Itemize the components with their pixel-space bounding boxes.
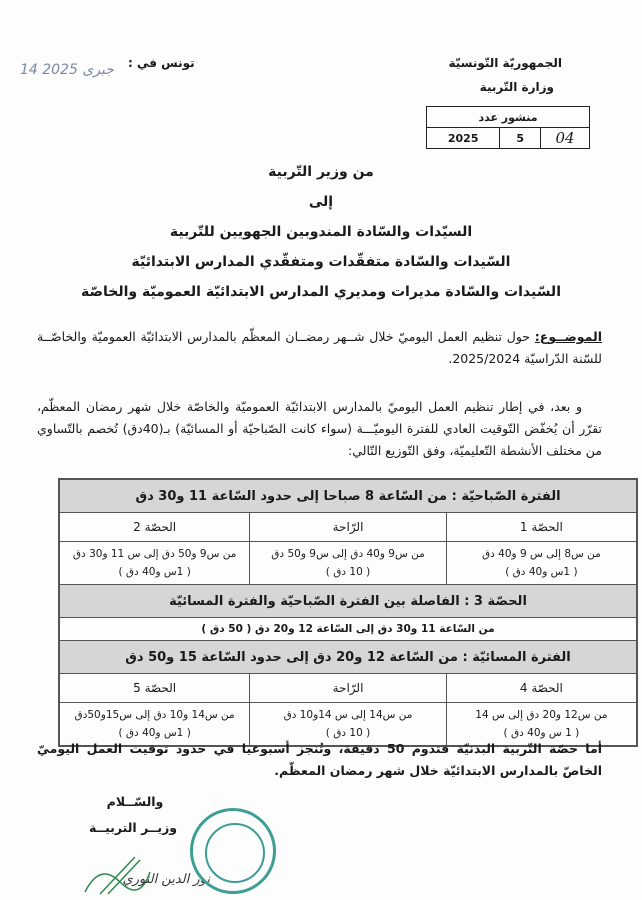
slot-time: من س8 إلى س 9 و40 دق (481, 548, 601, 560)
circular-number-box (426, 106, 590, 149)
morning-col-title: الحصّة 2 (59, 513, 250, 542)
slot-time: من س9 و40 دق إلى س9 و50 دق (271, 548, 425, 560)
sender: من وزير التّربية (268, 164, 374, 180)
slot-duration: ( 1س و40 دق ) (505, 566, 578, 578)
morning-col-title: الرّاحة (250, 513, 447, 542)
subject-label: الموضــوع: (534, 329, 602, 344)
slot-duration: ( 1س و40 دق ) (118, 566, 191, 578)
slot-time: من س14 إلى س 14و10 دق (283, 709, 413, 721)
to-label: إلى (308, 194, 334, 210)
slot-duration: ( 1س و40 دق ) (118, 727, 191, 739)
body-paragraph: و بعد، في إطار تنظيم العمل اليوميّ بالمدارس الابتدائيّة العموميّة والخاصّة خلال شهر رمضان المعظّم، تقرّر أن يُخفّض التّوقيت العادي للفترة اليوميّـــة (سواء كانت الصّباحيّة أو المسائيّة) بـ(40دق) تُخصم بالتّساوي من مختلف الأنشطة التّعليميّة، وفق التّوزيع التّالي: (37, 399, 603, 458)
circular-number: 5 (500, 128, 541, 149)
minister-title: وزيــر التربيــة (88, 820, 178, 835)
subject-text: حول تنظيم العمل اليوميّ خلال شــهر رمضــان المعظّم بالمدارس الابتدائيّة العموميّة والخاصّــة للسّنة الدّراسيّة 2025/2024. (37, 329, 602, 366)
evening-header: الفترة المسائيّة : من السّاعة 12 و20 دق إلى حدود السّاعة 15 و50 دق (59, 641, 637, 674)
morning-header: الفترة الصّباحيّة : من السّاعة 8 صباحا إلى حدود السّاعة 11 و30 دق (59, 479, 637, 513)
closing-paragraph: أما حصّة التّربية البدنيّة فتدوم 50 دقيقة، وتُنجز أسبوعيا في حدود توقيت العمل اليوميّ الخاصّ بالمدارس الابتدائيّة خلال شهر رمضان المعظّم. (37, 741, 603, 778)
break-header: الحصّة 3 : الفاصلة بين الفترة الصّباحيّة والفترة المسائيّة (59, 585, 637, 618)
slot-duration: ( 1 س و40 دق ) (503, 727, 580, 739)
evening-col-title: الحصّة 4 (446, 674, 637, 703)
date-stamp: 14 جبرى 2025 (20, 62, 114, 78)
evening-col-title: الحصّة 5 (59, 674, 250, 703)
place-label: تونس في : (128, 56, 195, 70)
official-seal (190, 808, 276, 894)
circular-year: 2025 (427, 128, 500, 149)
evening-col-title: الرّاحة (250, 674, 447, 703)
slot-time: من س9 و50 دق إلى س 11 و30 دق (72, 548, 237, 560)
minister-name: نور الدين النوري (122, 872, 210, 887)
morning-slot (59, 542, 250, 585)
salutation: والسّــلام (106, 794, 164, 809)
ministry-name: وزارة التّربية (479, 80, 554, 94)
subject (37, 326, 602, 370)
seal-emblem-icon (205, 823, 265, 883)
slot-time: من س12 و20 دق إلى س 14 (475, 709, 608, 721)
recipient: السّيدات والسّادة مديرات ومديري المدارس الابتدائيّة العموميّة والخاصّة (80, 284, 561, 300)
circular-handwritten: 04 (541, 128, 590, 149)
republic-name: الجمهوريّة التّونسيّة (448, 56, 562, 70)
recipient: السيّدات والسّادة المندوبين الجهويين للتّربية (169, 224, 473, 240)
slot-time: من س14 و10 دق إلى س15و50دق (74, 709, 235, 721)
circular-label: منشور عدد (427, 107, 590, 128)
slot-duration: ( 10 دق ) (325, 566, 371, 578)
morning-col-title: الحصّة 1 (446, 513, 637, 542)
schedule-table (58, 478, 638, 747)
morning-slot (250, 542, 447, 585)
morning-slot (446, 542, 637, 585)
break-row: من السّاعة 11 و30 دق إلى السّاعة 12 و20 دق ( 50 دق ) (59, 618, 637, 641)
recipient: السّيدات والسّادة متفقّدات ومتفقّدي المدارس الابتدائيّة (131, 254, 511, 270)
slot-duration: ( 10 دق ) (325, 727, 371, 739)
